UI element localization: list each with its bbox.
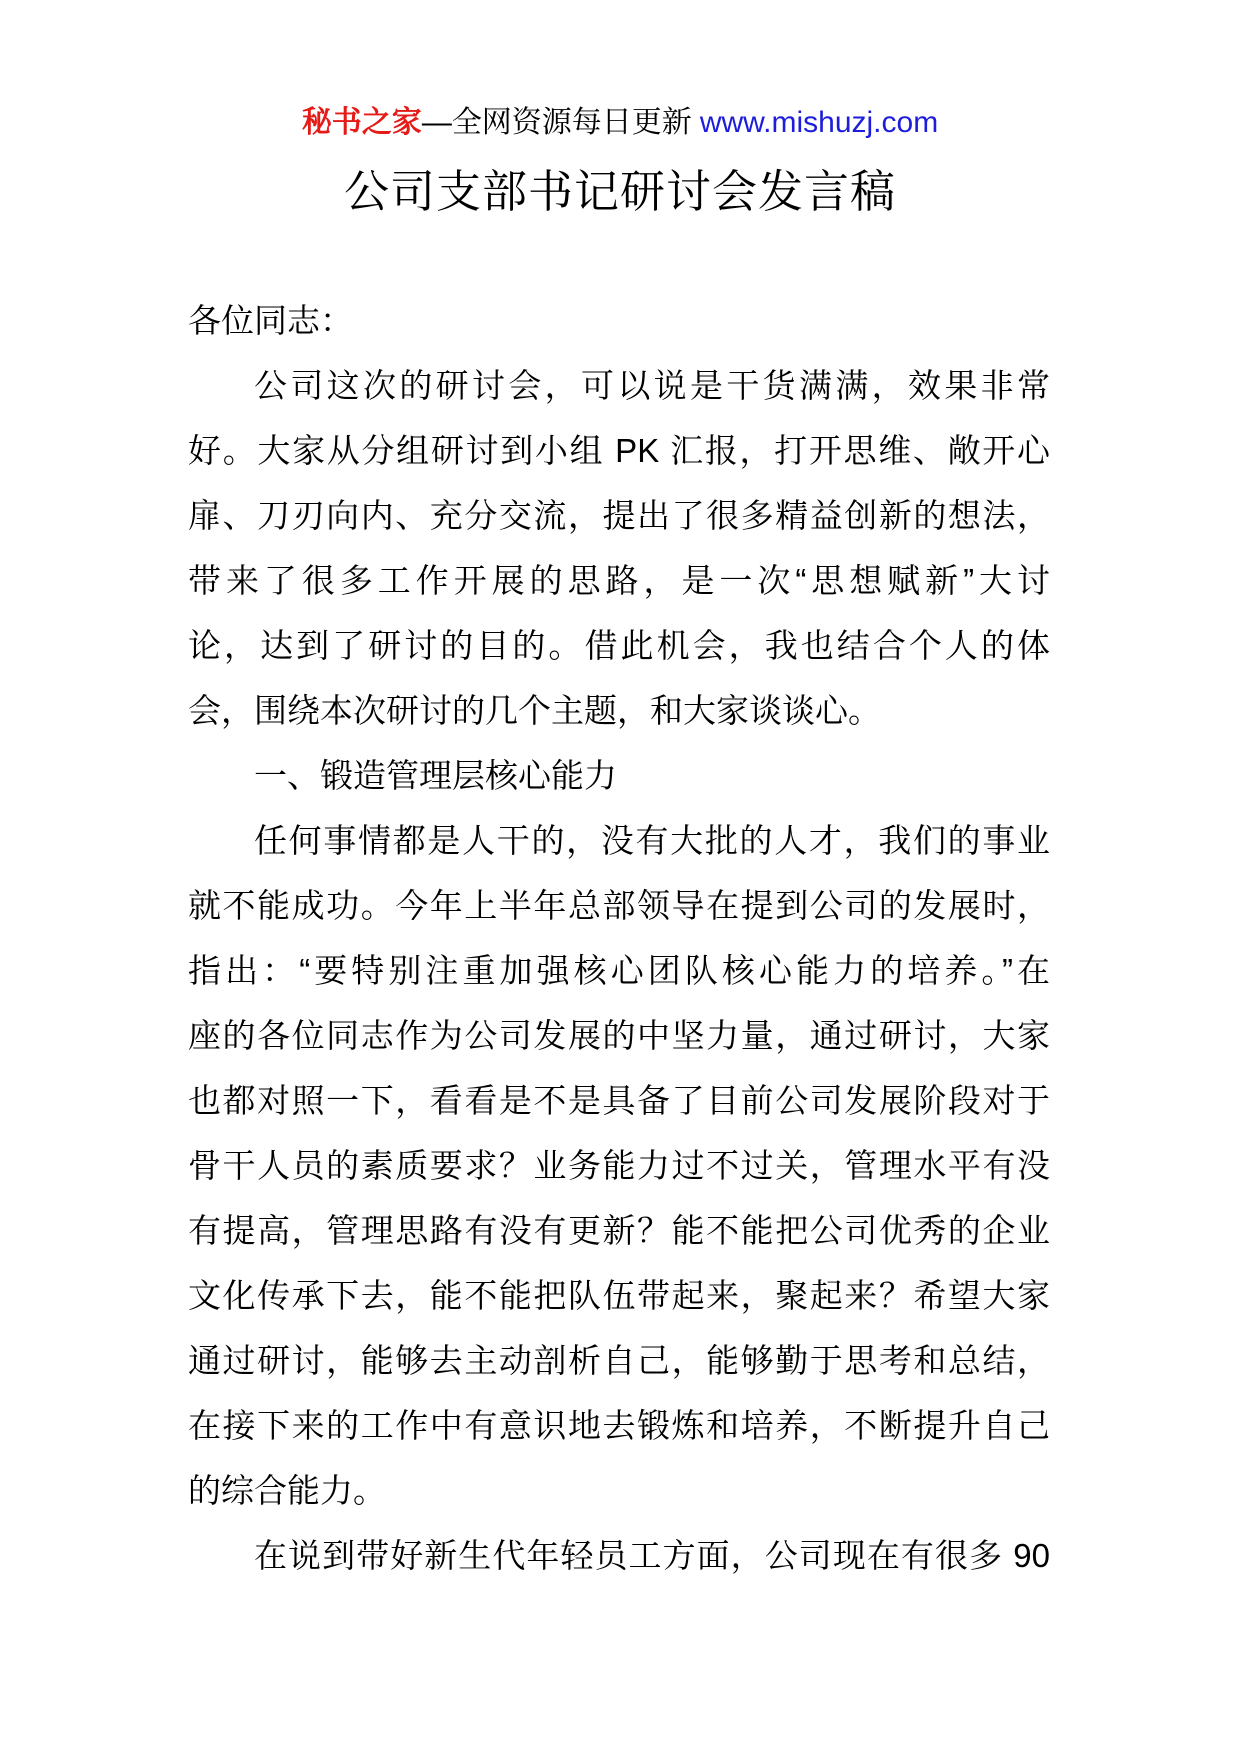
document-title: 公司支部书记研讨会发言稿 xyxy=(343,166,896,217)
paragraph-line: 在接下来的工作中有意识地去锻炼和培养，不断提升自己 xyxy=(188,1407,1050,1444)
paragraph-line: 骨干人员的素质要求？业务能力过不过关，管理水平有没 xyxy=(188,1147,1050,1184)
paragraph-line: 座的各位同志作为公司发展的中坚力量，通过研讨，大家 xyxy=(188,1017,1050,1054)
paragraph-line: 好。大家从分组研讨到小组 PK 汇报，打开思维、敞开心 xyxy=(188,432,1050,469)
paragraph-line: 扉、刀刃向内、充分交流，提出了很多精益创新的想法， xyxy=(188,497,1050,534)
brand-name: 秘书之家 xyxy=(301,106,422,139)
section-heading: 一、锻造管理层核心能力 xyxy=(254,757,617,794)
paragraph-line: 指出：“要特别注重加强核心团队核心能力的培养。”在 xyxy=(188,952,1050,989)
paragraph-line: 论，达到了研讨的目的。借此机会，我也结合个人的体 xyxy=(188,627,1050,664)
paragraph-line: 有提高，管理思路有没有更新？能不能把公司优秀的企业 xyxy=(188,1212,1050,1249)
site-url: www.mishuzj.com xyxy=(699,106,939,139)
paragraph-line: 在说到带好新生代年轻员工方面，公司现在有很多 90 xyxy=(254,1537,1050,1574)
paragraph-1 xyxy=(188,353,1050,743)
paragraph-line: 带来了很多工作开展的思路，是一次“思想赋新”大讨 xyxy=(188,562,1050,599)
paragraph-3 xyxy=(188,1523,1050,1588)
banner-tagline: —全网资源每日更新 xyxy=(421,106,692,139)
document-body xyxy=(188,288,1050,1588)
paragraph-line: 会，围绕本次研讨的几个主题，和大家谈谈心。 xyxy=(188,692,881,729)
paragraph-line: 文化传承下去，能不能把队伍带起来，聚起来？希望大家 xyxy=(188,1277,1050,1314)
paragraph-line: 也都对照一下，看看是不是具备了目前公司发展阶段对于 xyxy=(188,1082,1050,1119)
salutation: 各位同志： xyxy=(188,302,353,339)
paragraph-line: 公司这次的研讨会，可以说是干货满满，效果非常 xyxy=(254,367,1050,404)
paragraph-line: 任何事情都是人干的，没有大批的人才，我们的事业 xyxy=(254,822,1050,859)
paragraph-2 xyxy=(188,808,1050,1523)
site-banner xyxy=(0,102,1240,144)
paragraph-line: 通过研讨，能够去主动剖析自己，能够勤于思考和总结， xyxy=(188,1342,1050,1379)
paragraph-line: 的综合能力。 xyxy=(188,1472,386,1509)
paragraph-line: 就不能成功。今年上半年总部领导在提到公司的发展时， xyxy=(188,887,1050,924)
